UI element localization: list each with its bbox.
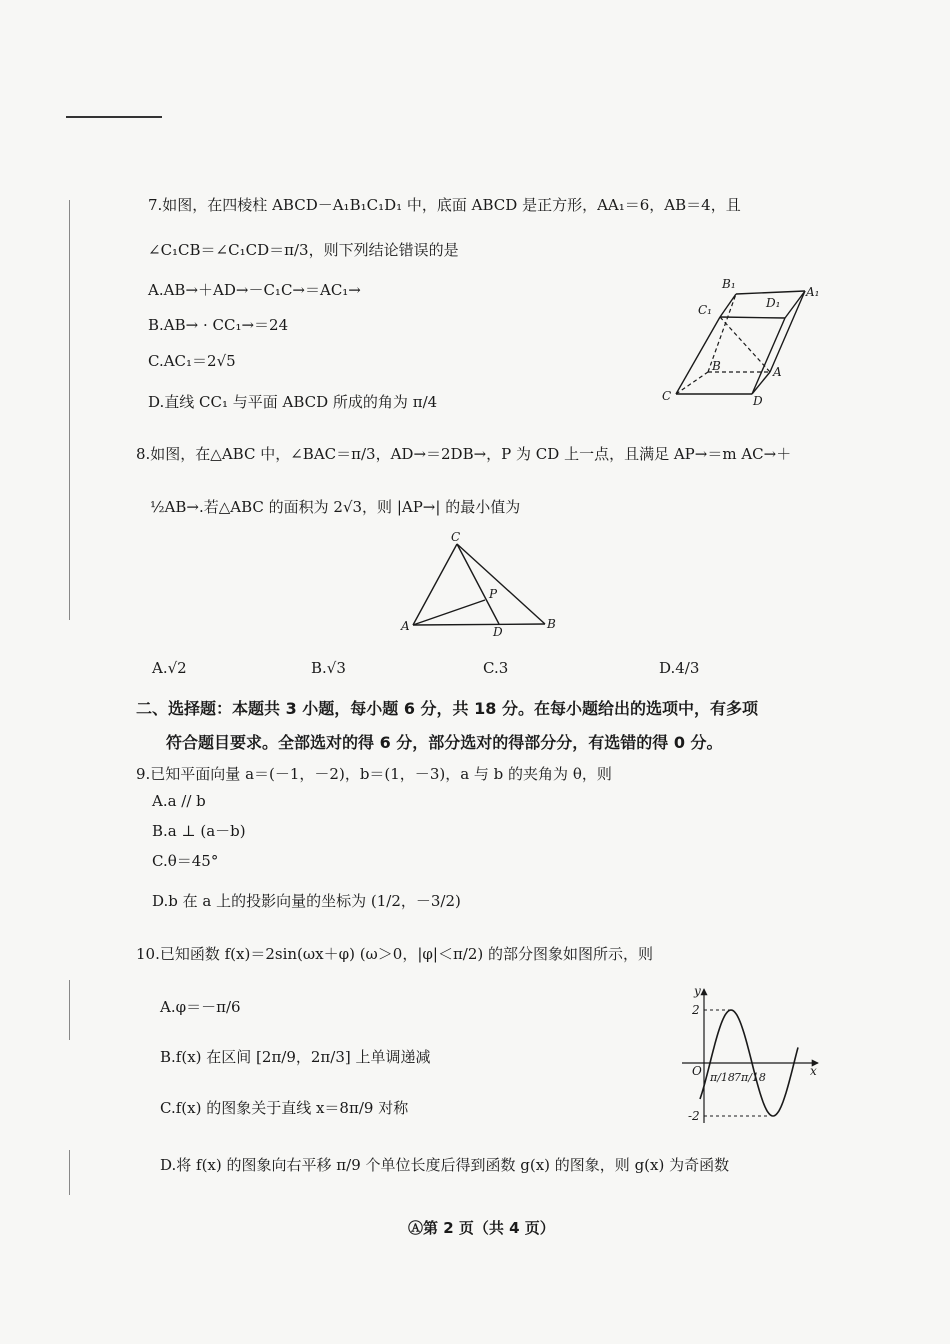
q10-option-b: B.f(x) 在区间 [2π/9，2π/3] 上单调递减 — [160, 1048, 431, 1066]
prism-figure — [660, 270, 830, 415]
section2-heading-line1: 二、选择题：本题共 3 小题，每小题 6 分，共 18 分。在每小题给出的选项中，有多项 — [136, 699, 758, 718]
page-footer: Ⓐ第 2 页（共 4 页） — [408, 1219, 555, 1237]
sine-graph — [680, 985, 825, 1125]
edge — [736, 291, 805, 294]
q7-stem-line1: 7.如图，在四棱柱 ABCD－A₁B₁C₁D₁ 中，底面 ABCD 是正方形，AA₁＝6，AB＝4，且 — [148, 196, 741, 214]
q9-option-c: C.θ＝45° — [152, 852, 219, 870]
label-d1: D₁ — [766, 296, 781, 310]
q7-option-c: C.AC₁＝2√5 — [148, 352, 236, 370]
y-max-label: 2 — [692, 1003, 700, 1017]
margin-mark — [69, 980, 70, 1040]
edge — [720, 317, 785, 318]
label-b1: B₁ — [722, 277, 736, 291]
q7-stem-line2: ∠C₁CB＝∠C₁CD＝π/3，则下列结论错误的是 — [148, 241, 459, 259]
label-c: C — [451, 532, 461, 544]
edge — [752, 318, 785, 394]
q10-option-c: C.f(x) 的图象关于直线 x＝8π/9 对称 — [160, 1099, 409, 1117]
y-min-label: -2 — [688, 1109, 700, 1123]
label-b: B — [712, 359, 721, 373]
tick-label-1: π/18 — [710, 1071, 735, 1084]
q10-stem: 10.已知函数 f(x)＝2sin(ωx＋φ) (ω＞0，|φ|＜π/2) 的部分图象如图所示，则 — [136, 945, 654, 963]
label-a: A — [401, 619, 410, 633]
q8-option-b: B.√3 — [311, 659, 346, 677]
label-p: P — [489, 587, 498, 601]
margin-mark — [69, 200, 70, 620]
q7-option-d: D.直线 CC₁ 与平面 ABCD 所成的角为 π/4 — [148, 393, 438, 411]
q8-stem-line2: ½AB→.若△ABC 的面积为 2√3，则 |AP→| 的最小值为 — [150, 498, 521, 516]
hidden-edge — [676, 372, 708, 394]
top-rule — [66, 116, 162, 118]
q10-option-a: A.φ＝－π/6 — [160, 998, 241, 1016]
q8-stem-line1: 8.如图，在△ABC 中，∠BAC＝π/3，AD→＝2DB→，P 为 CD 上一点，且满足 AP→＝m AC→＋ — [136, 445, 792, 463]
q10-option-d: D.将 f(x) 的图象向右平移 π/9 个单位长度后得到函数 g(x) 的图象，则 g(x) 为奇函数 — [160, 1156, 730, 1174]
label-a: A — [773, 365, 782, 379]
q8-option-a: A.√2 — [152, 659, 187, 677]
q8-option-c: C.3 — [483, 659, 509, 677]
label-c: C — [662, 389, 672, 403]
label-c1: C₁ — [698, 303, 712, 317]
q9-stem: 9.已知平面向量 a＝(－1，－2)，b＝(1，－3)，a 与 b 的夹角为 θ，则 — [136, 765, 612, 783]
side-cb — [457, 544, 545, 624]
origin-label: O — [692, 1064, 702, 1078]
tick-label-2: 7π/18 — [734, 1071, 766, 1084]
label-a1: A₁ — [806, 285, 820, 299]
x-axis-label: x — [810, 1064, 817, 1078]
q8-option-d: D.4/3 — [659, 659, 700, 677]
q9-option-d: D.b 在 a 上的投影向量的坐标为 (1/2，－3/2) — [152, 892, 461, 910]
q9-option-b: B.a ⊥ (a－b) — [152, 822, 246, 840]
section2-heading-line2: 符合题目要求。全部选对的得 6 分，部分选对的得部分分，有选错的得 0 分。 — [166, 733, 723, 752]
edge — [720, 294, 736, 317]
y-axis-label: y — [694, 985, 701, 998]
hidden-edge — [720, 317, 770, 372]
triangle-figure — [395, 532, 570, 642]
segment-cd — [457, 544, 499, 624]
label-d: D — [753, 394, 763, 408]
q7-option-b: B.AB→ · CC₁→＝24 — [148, 316, 289, 334]
q7-option-a: A.AB→＋AD→－C₁C→＝AC₁→ — [148, 281, 361, 299]
label-b: B — [547, 617, 556, 631]
q9-option-a: A.a // b — [152, 792, 206, 810]
margin-mark — [69, 1150, 70, 1195]
side-ab — [413, 624, 545, 625]
side-ac — [413, 544, 457, 625]
label-d: D — [493, 625, 503, 639]
edge — [752, 372, 770, 394]
